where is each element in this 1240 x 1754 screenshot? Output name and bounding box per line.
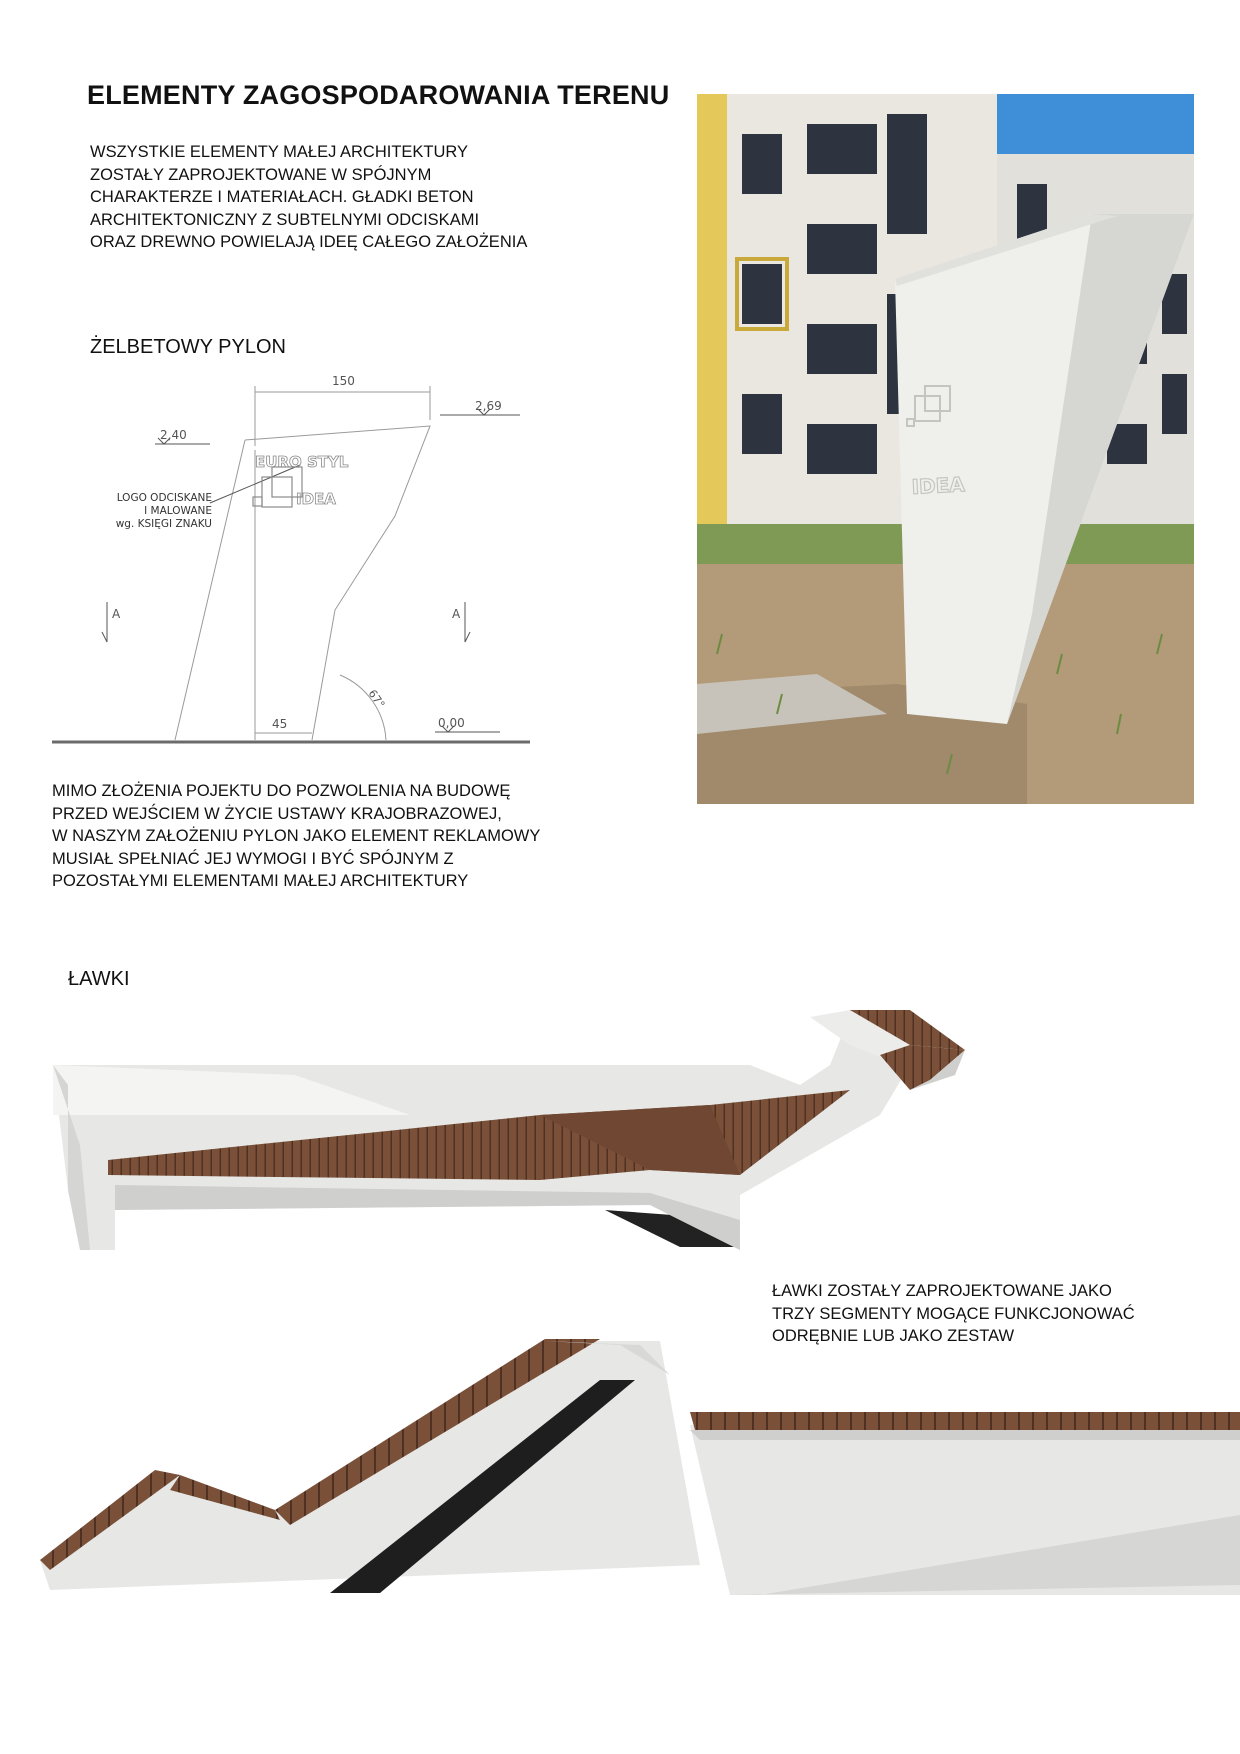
bench-render-1 xyxy=(50,1005,980,1255)
pylon-note-line: MIMO ZŁOŻENIA POJEKTU DO POZWOLENIA NA BUDOWĘ xyxy=(52,782,511,800)
intro-line: ZOSTAŁY ZAPROJEKTOWANE W SPÓJNYM xyxy=(90,165,432,184)
bench-render-2 xyxy=(40,1335,1240,1615)
idea-photo-text: IDEA xyxy=(911,472,966,499)
idea-logo-text: IDEA xyxy=(296,490,336,508)
section-marker-right: A xyxy=(452,607,461,621)
pylon-heading: ŻELBETOWY PYLON xyxy=(90,336,286,358)
intro-line: ORAZ DREWNO POWIELAJĄ IDEĘ CAŁEGO ZAŁOŻENIA xyxy=(90,233,528,251)
level-left-label: 2,40 xyxy=(160,428,187,442)
eurostyl-logo-text: EURO STYL xyxy=(255,453,349,471)
intro-paragraph xyxy=(90,141,527,254)
pylon-note-line: W NASZYM ZAŁOŻENIU PYLON JAKO ELEMENT REKLAMOWY xyxy=(52,827,541,845)
idea-logo-drawing xyxy=(253,467,302,507)
logo-note-line: wg. KSIĘGI ZNAKU xyxy=(115,518,212,530)
pylon-note-paragraph xyxy=(52,780,540,893)
pylon-note-line: PRZED WEJŚCIEM W ŻYCIE USTAWY KRAJOBRAZOWEJ, xyxy=(52,804,502,823)
benches-note-line: ODRĘBNIE LUB JAKO ZESTAW xyxy=(772,1327,1015,1345)
section-marker-left: A xyxy=(112,607,121,621)
benches-heading: ŁAWKI xyxy=(68,968,130,990)
intro-line: CHARAKTERZE I MATERIAŁACH. GŁADKI BETON xyxy=(90,188,474,206)
level-ground-label: 0,00 xyxy=(438,716,465,730)
pylon-drawing xyxy=(50,370,540,755)
level-right-label: 2,69 xyxy=(475,399,502,413)
pylon-note-line: MUSIAŁ SPEŁNIAĆ JEJ WYMOGI I BYĆ SPÓJNYM Z xyxy=(52,849,454,868)
dim-width-label: 150 xyxy=(332,374,355,388)
intro-line: WSZYSTKIE ELEMENTY MAŁEJ ARCHITEKTURY xyxy=(90,143,469,161)
angle-label: 67° xyxy=(365,687,388,711)
benches-note-line: ŁAWKI ZOSTAŁY ZAPROJEKTOWANE JAKO xyxy=(772,1282,1112,1300)
dim-base-label: 45 xyxy=(272,717,288,731)
logo-note-line: I MALOWANE xyxy=(144,505,212,517)
logo-note-line: LOGO ODCISKANE xyxy=(116,492,212,504)
pylon-note-line: POZOSTAŁYMI ELEMENTAMI MAŁEJ ARCHITEKTURY xyxy=(52,872,469,890)
benches-note-line: TRZY SEGMENTY MOGĄCE FUNKCJONOWAĆ xyxy=(772,1304,1135,1323)
page-title: ELEMENTY ZAGOSPODAROWANIA TERENU xyxy=(87,80,670,110)
pylon-photo xyxy=(697,94,1194,804)
intro-line: ARCHITEKTONICZNY Z SUBTELNYMI ODCISKAMI xyxy=(90,210,480,229)
